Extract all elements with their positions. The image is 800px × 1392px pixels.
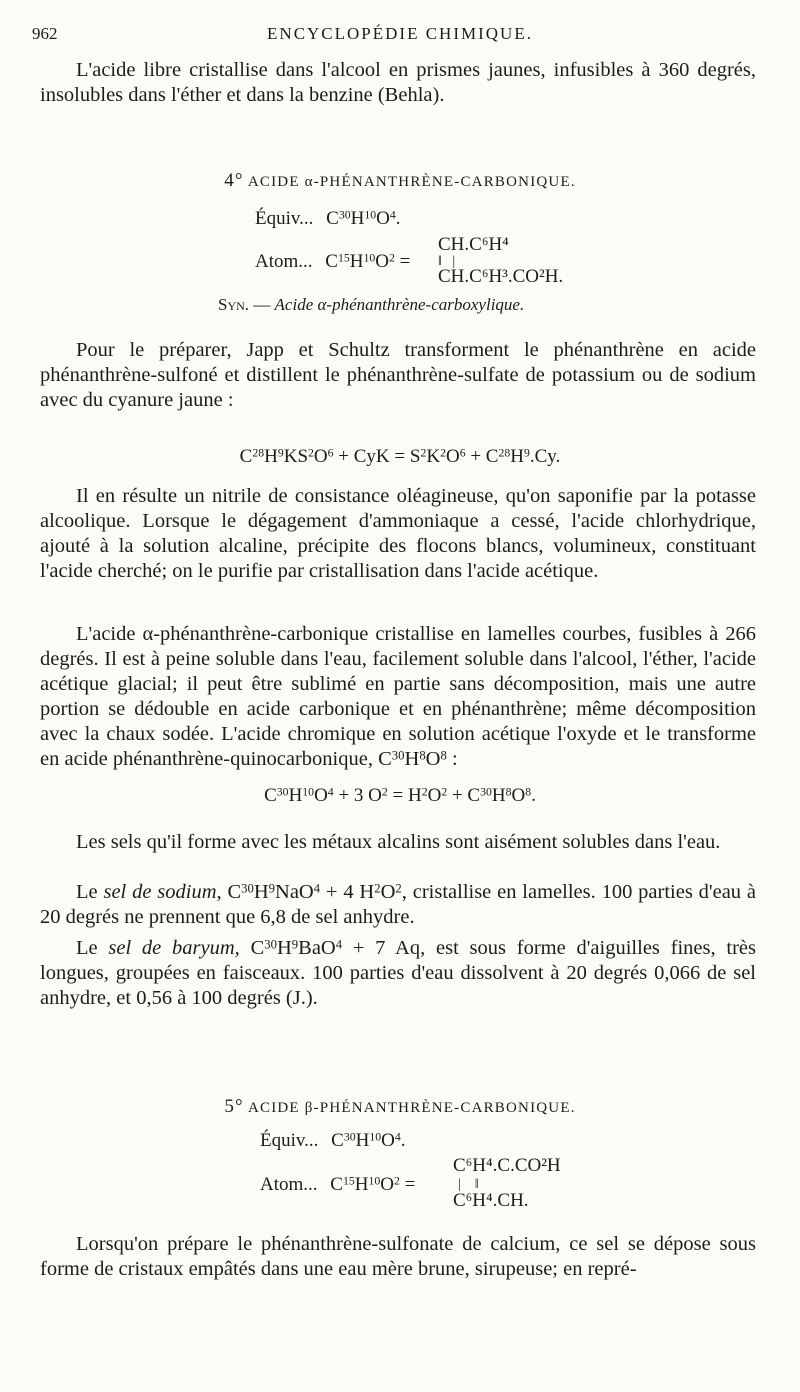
synonym-line — [218, 295, 524, 315]
running-title: ENCYCLOPÉDIE CHIMIQUE. — [267, 24, 533, 43]
equiv-label: Équiv... — [255, 208, 314, 229]
paragraph-sodium-salt: Le sel de sodium, $C^{30}H^9NaO^4 + 4$ $H^2O^2$, cristallise en lamelles. 100 parties d'eau à 20 degrés ne prennent que 6,8 de sel anhydre. — [40, 881, 756, 928]
section-5-equiv-line — [260, 1130, 405, 1152]
bond-marks-5: | ‖ — [458, 1177, 479, 1192]
paragraph-intro: L'acide libre cristallise dans l'alcool en prismes jaunes, infusibles à 360 degrés, insolubles dans l'éther et dans la benzine (Behla). — [40, 59, 756, 106]
syn-text: Acide α-phénanthrène-carboxylique. — [274, 295, 525, 314]
sodium-le: Le — [76, 881, 98, 903]
paragraph-preparation: Pour le préparer, Japp et Schultz transforment le phénanthrène en acide phénanthrène-sulfoné et distillent le phénanthrène-sulfate de potassium ou de sodium avec du cyanure jaune : — [40, 339, 756, 411]
section-4-title: ACIDE α-PHÉNANTHRÈNE-CARBONIQUE. — [247, 174, 576, 190]
atom-formula: $C^{15}H^{10}O^2$ = — [325, 251, 411, 272]
equiv-formula-5: $C^{30}H^{10}O^4$. — [331, 1130, 406, 1151]
paragraph-baryum-salt: Le sel de baryum, $C^{30}H^9BaO^4 + 7$ Aq, est sous forme d'aiguilles fines, très longues, groupées en faisceaux. 100 parties d'eau dissolvent à 20 degrés 0,066 de sel anhydre, et 0,56 à 100 degrés (J.). — [40, 937, 756, 1009]
section-4-number: 4° — [224, 170, 244, 191]
paragraph-alpha-properties: L'acide α-phénanthrène-carbonique cristallise en lamelles courbes, fusibles à 266 degrés. Il est à peine soluble dans l'eau, facilement soluble dans l'alcool, l'éther, l'acide acétique glacial; il peut être sublimé en partie sans décomposition, mais une autre portion se dédouble en acide carbonique et en phénanthrène; même décomposition avec la chaux sodée. L'acide chromique en solution acétique l'oxyde et le transforme en acide phénanthrène-quinocarbonique, $C^{30}H^8O^8$ : — [40, 623, 756, 770]
atom-label: Atom... — [255, 251, 313, 272]
paragraph-salts: Les sels qu'il forme avec les métaux alcalins sont aisément solubles dans l'eau. — [76, 831, 721, 853]
sodium-rest: , cristallise en lamelles. 100 parties d'eau à 20 degrés ne prennent que 6,8 de sel anhydre. — [40, 881, 756, 928]
baryum-le: Le — [76, 937, 98, 959]
section-4-equiv-line — [255, 208, 400, 230]
baryum-rest: , est sous forme d'aiguilles fines, très longues, groupées en faisceaux. 100 parties d'eau dissolvent à 20 degrés 0,066 de sel anhydre, et 0,56 à 100 degrés (J.). — [40, 937, 756, 1009]
section-4-heading — [0, 170, 800, 192]
equiv-formula: $C^{30}H^{10}O^4$. — [326, 208, 401, 229]
section-4-formula-top: CH.C⁶H⁴ — [438, 234, 509, 255]
section-5-heading — [0, 1096, 800, 1118]
section-5-number: 5° — [224, 1096, 244, 1117]
syn-label: Syn. — [218, 295, 250, 314]
section-4-atom-line — [255, 251, 410, 273]
equation-oxidation: $C^{30}H^{10}O^4 + 3$ $O^2 = H^2O^2 + C^{30}H^8O^8$. — [264, 785, 536, 806]
section-4-formula-bottom: CH.C⁶H³.CO²H. — [438, 266, 564, 287]
equation-cyanide: $C^{28}H^9KS^2O^6$ + CyK = $S^2K^2O^6 + C^{28}H^9.Cy$. — [239, 446, 561, 467]
equiv-label-5: Équiv... — [260, 1130, 319, 1151]
page-header — [0, 20, 800, 50]
paragraph-nitrile: Il en résulte un nitrile de consistance oléagineuse, qu'on saponifie par la potasse alcoolique. Lorsque le dégagement d'ammoniaque a cessé, l'acide chlorhydrique, ajouté à la solution alcaline, précipite des flocons blancs, volumineux, constituant l'acide cherché; on le purifie par cristallisation dans l'acide acétique. — [40, 485, 756, 582]
atom-formula-5: $C^{15}H^{10}O^2$ = — [330, 1174, 416, 1195]
baryum-name: sel de baryum, — [108, 937, 240, 959]
atom-label-5: Atom... — [260, 1174, 318, 1195]
bond-marks: ‖ | — [438, 254, 456, 269]
section-5-title: ACIDE β-PHÉNANTHRÈNE-CARBONIQUE. — [247, 1100, 576, 1116]
syn-dash: — — [253, 295, 271, 314]
sodium-name: sel de sodium, — [103, 881, 222, 903]
section-5-formula-bottom: C⁶H⁴.CH. — [453, 1190, 529, 1211]
alpha-text: L'acide α-phénanthrène-carbonique cristallise en lamelles courbes, fusibles à 266 degrés. Il est à peine soluble dans l'eau, facilement soluble dans l'alcool, l'éther, l'acide acétique glacial; il peut être sublimé en partie sans décomposition, mais une autre portion se dédouble en acide carbonique et en phénanthrène; même décomposition avec la chaux sodée. L'acide chromique en solution acétique l'oxyde et le transforme en acide phénanthrène-quinocarbonique, — [40, 623, 756, 770]
section-5-formula-top: C⁶H⁴.C.CO²H — [453, 1155, 561, 1176]
section-5-atom-line — [260, 1174, 415, 1196]
page-number: 962 — [32, 24, 58, 43]
paragraph-final: Lorsqu'on prépare le phénanthrène-sulfonate de calcium, ce sel se dépose sous forme de cristaux empâtés dans une eau mère brune, sirupeuse; en repré- — [40, 1233, 756, 1280]
